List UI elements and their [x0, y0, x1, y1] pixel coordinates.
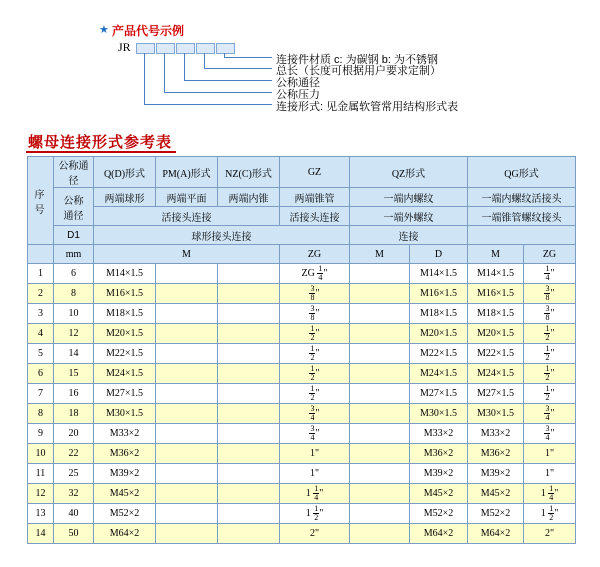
row-nz	[218, 424, 280, 444]
row-seq: 11	[28, 464, 54, 484]
table-row	[28, 304, 576, 324]
row-qz-d: M52×2	[410, 504, 468, 524]
table-row	[28, 324, 576, 344]
row-qg-zg: 1"	[524, 444, 576, 464]
product-code-legend	[0, 0, 600, 128]
row-gz: $\frac{3}{4}$ "	[280, 404, 350, 424]
header-unit-zg: ZG	[280, 245, 350, 264]
row-pm	[156, 364, 218, 384]
row-qz-d: M22×1.5	[410, 344, 468, 364]
header-dn: 公称通径	[54, 157, 94, 188]
leader-line-3-h	[184, 80, 272, 81]
row-gz: 1 $\frac{1}{2}$ "	[280, 504, 350, 524]
row-qg-m: M24×1.5	[468, 364, 524, 384]
row-gz: $\frac{1}{2}$ "	[280, 324, 350, 344]
row-qg-zg: $\frac{3}{8}$ "	[524, 284, 576, 304]
star-icon: ★	[99, 24, 109, 36]
row-qg-m: M30×1.5	[468, 404, 524, 424]
row-qz-d: M36×2	[410, 444, 468, 464]
header-row-2	[28, 188, 576, 207]
row-gz: 1"	[280, 464, 350, 484]
row-dn: 10	[54, 304, 94, 324]
row-qd: M39×2	[94, 464, 156, 484]
row-seq: 4	[28, 324, 54, 344]
row-nz	[218, 284, 280, 304]
row-qg-zg: $\frac{1}{4}$ "	[524, 264, 576, 284]
row-qz-d: M16×1.5	[410, 284, 468, 304]
leader-line-5-h	[224, 57, 272, 58]
row-seq: 8	[28, 404, 54, 424]
table-head	[28, 157, 576, 264]
header-pm: PM(A)形式	[156, 157, 218, 188]
row-qg-m: M27×1.5	[468, 384, 524, 404]
header-unit-mm: mm	[54, 245, 94, 264]
row-seq: 3	[28, 304, 54, 324]
leader-line-1-v	[144, 53, 145, 105]
row-dn: 25	[54, 464, 94, 484]
table-body	[28, 264, 576, 544]
row-dn: 8	[54, 284, 94, 304]
legend-label-length: 总长（长度可根据用户要求定制）	[276, 65, 441, 77]
header-gz-conn: 活接头连接	[280, 207, 350, 226]
row-qd: M18×1.5	[94, 304, 156, 324]
row-seq: 5	[28, 344, 54, 364]
leader-line-1-h	[144, 104, 272, 105]
header-dn-label: 公称 通径	[54, 188, 94, 226]
header-qg-sub: 一端内螺纹活接头	[468, 188, 576, 207]
row-nz	[218, 384, 280, 404]
row-nz	[218, 264, 280, 284]
row-gz: $\frac{3}{8}$ "	[280, 284, 350, 304]
row-gz: ZG $\frac{1}{4}$ "	[280, 264, 350, 284]
row-qg-zg: $\frac{1}{2}$ "	[524, 364, 576, 384]
legend-label-conn: 连接形式: 见金属软管常用结构形式表	[276, 101, 459, 113]
header-ball-conn: 球形接头连接	[94, 226, 350, 245]
row-qz-d: M14×1.5	[410, 264, 468, 284]
header-qz-conn: 一端外螺纹	[350, 207, 468, 226]
row-nz	[218, 524, 280, 544]
table-row	[28, 364, 576, 384]
table-row	[28, 344, 576, 364]
row-qd: M24×1.5	[94, 364, 156, 384]
header-unit-qg-zg: ZG	[524, 245, 576, 264]
row-qg-m: M18×1.5	[468, 304, 524, 324]
row-dn: 32	[54, 484, 94, 504]
row-nz	[218, 304, 280, 324]
header-unit-m: M	[94, 245, 280, 264]
row-dn: 16	[54, 384, 94, 404]
leader-line-3-v	[184, 53, 185, 81]
row-qd: M27×1.5	[94, 384, 156, 404]
header-qg-conn: 一端锥管螺纹接头	[468, 207, 576, 226]
legend-label-dn: 公称通径	[276, 77, 320, 89]
header-row-3	[28, 207, 576, 226]
leader-line-2-v	[164, 53, 165, 93]
header-qz-conn2: 连接	[350, 226, 468, 245]
row-pm	[156, 464, 218, 484]
row-qg-m: M20×1.5	[468, 324, 524, 344]
row-pm	[156, 444, 218, 464]
row-dn: 15	[54, 364, 94, 384]
legend-title: 产品代号示例	[112, 24, 185, 38]
legend-label-pn: 公称压力	[276, 89, 320, 101]
header-nz: NZ(C)形式	[218, 157, 280, 188]
row-qz-m	[350, 464, 410, 484]
header-qg: QG形式	[468, 157, 576, 188]
row-qz-m	[350, 384, 410, 404]
table-row	[28, 444, 576, 464]
nut-connection-table	[27, 156, 575, 544]
row-qz-d: M24×1.5	[410, 364, 468, 384]
row-nz	[218, 444, 280, 464]
row-gz: $\frac{1}{2}$ "	[280, 364, 350, 384]
leader-line-4-h	[204, 68, 272, 69]
row-qd: M64×2	[94, 524, 156, 544]
row-nz	[218, 504, 280, 524]
code-box-5	[216, 43, 235, 54]
row-qg-zg: 1 $\frac{1}{2}$ "	[524, 504, 576, 524]
row-qg-zg: $\frac{1}{2}$ "	[524, 324, 576, 344]
row-qg-m: M22×1.5	[468, 344, 524, 364]
row-pm	[156, 264, 218, 284]
row-qd: M14×1.5	[94, 264, 156, 284]
row-qg-zg: $\frac{3}{8}$ "	[524, 304, 576, 324]
header-row-1	[28, 157, 576, 188]
row-qg-m: M14×1.5	[468, 264, 524, 284]
row-qz-d: M45×2	[410, 484, 468, 504]
row-nz	[218, 324, 280, 344]
table-row	[28, 404, 576, 424]
row-gz: $\frac{3}{4}$ "	[280, 424, 350, 444]
row-qz-d: M18×1.5	[410, 304, 468, 324]
header-row-4	[28, 226, 576, 245]
row-dn: 40	[54, 504, 94, 524]
row-qz-d: M20×1.5	[410, 324, 468, 344]
header-qd-conn: 活接头连接	[94, 207, 280, 226]
row-gz: 1"	[280, 444, 350, 464]
table-row	[28, 524, 576, 544]
row-seq: 14	[28, 524, 54, 544]
row-dn: 14	[54, 344, 94, 364]
row-qz-m	[350, 444, 410, 464]
row-qg-zg: $\frac{3}{4}$ "	[524, 424, 576, 444]
page-title: 螺母连接形式参考表	[28, 134, 173, 151]
table-row	[28, 484, 576, 504]
header-qg-conn2	[468, 226, 576, 245]
row-qg-zg: 1"	[524, 464, 576, 484]
row-seq: 12	[28, 484, 54, 504]
row-qz-m	[350, 364, 410, 384]
row-seq: 6	[28, 364, 54, 384]
row-qd: M16×1.5	[94, 284, 156, 304]
row-gz: 2"	[280, 524, 350, 544]
header-d1: D1	[54, 226, 94, 245]
row-qz-m	[350, 344, 410, 364]
row-nz	[218, 484, 280, 504]
header-nz-sub: 两端内锥	[218, 188, 280, 207]
header-unit-qg-m: M	[468, 245, 524, 264]
row-seq: 2	[28, 284, 54, 304]
row-qd: M33×2	[94, 424, 156, 444]
header-qz-sub: 一端内螺纹	[350, 188, 468, 207]
row-seq: 7	[28, 384, 54, 404]
row-nz	[218, 364, 280, 384]
row-nz	[218, 404, 280, 424]
row-seq: 13	[28, 504, 54, 524]
row-qd: M36×2	[94, 444, 156, 464]
header-unit-qz-d: D	[410, 245, 468, 264]
row-qd: M20×1.5	[94, 324, 156, 344]
row-qg-zg: 2"	[524, 524, 576, 544]
header-unit-qz-m: M	[350, 245, 410, 264]
row-dn: 18	[54, 404, 94, 424]
row-qg-m: M33×2	[468, 424, 524, 444]
header-row-5	[28, 245, 576, 264]
row-qd: M45×2	[94, 484, 156, 504]
row-qg-zg: $\frac{3}{4}$ "	[524, 404, 576, 424]
row-qg-zg: $\frac{1}{2}$ "	[524, 344, 576, 364]
row-pm	[156, 324, 218, 344]
row-qz-m	[350, 304, 410, 324]
header-gz-sub: 两端锥管	[280, 188, 350, 207]
table-row	[28, 424, 576, 444]
header-gz: GZ	[280, 157, 350, 188]
row-seq: 9	[28, 424, 54, 444]
row-qg-m: M39×2	[468, 464, 524, 484]
header-qd: Q(D)形式	[94, 157, 156, 188]
row-pm	[156, 304, 218, 324]
row-qg-m: M64×2	[468, 524, 524, 544]
leader-line-2-h	[164, 92, 272, 93]
row-qz-d: M30×1.5	[410, 404, 468, 424]
row-qz-m	[350, 284, 410, 304]
row-pm	[156, 384, 218, 404]
row-seq: 10	[28, 444, 54, 464]
row-gz: $\frac{3}{8}$ "	[280, 304, 350, 324]
row-qg-zg: $\frac{1}{2}$ "	[524, 384, 576, 404]
row-gz: 1 $\frac{1}{4}$ "	[280, 484, 350, 504]
row-qg-zg: 1 $\frac{1}{4}$ "	[524, 484, 576, 504]
row-nz	[218, 344, 280, 364]
row-qz-m	[350, 404, 410, 424]
row-dn: 6	[54, 264, 94, 284]
code-box-1	[136, 43, 155, 54]
row-qg-m: M45×2	[468, 484, 524, 504]
table-row	[28, 264, 576, 284]
row-pm	[156, 404, 218, 424]
row-dn: 20	[54, 424, 94, 444]
row-gz: $\frac{1}{2}$ "	[280, 344, 350, 364]
row-qd: M22×1.5	[94, 344, 156, 364]
leader-line-4-v	[204, 53, 205, 69]
row-qg-m: M36×2	[468, 444, 524, 464]
row-qz-m	[350, 524, 410, 544]
row-pm	[156, 524, 218, 544]
header-qd-sub: 两端球形	[94, 188, 156, 207]
table-row	[28, 464, 576, 484]
row-qd: M30×1.5	[94, 404, 156, 424]
row-qg-m: M16×1.5	[468, 284, 524, 304]
table-row	[28, 384, 576, 404]
row-qz-m	[350, 484, 410, 504]
row-qz-m	[350, 504, 410, 524]
row-qg-m: M52×2	[468, 504, 524, 524]
table-row	[28, 504, 576, 524]
row-nz	[218, 464, 280, 484]
legend-prefix: JR	[118, 40, 131, 54]
code-box-4	[196, 43, 215, 54]
legend-label-material: 连接件材质 c: 为碳钢 b: 为不锈钢	[276, 54, 438, 66]
row-qz-d: M33×2	[410, 424, 468, 444]
row-qz-m	[350, 264, 410, 284]
row-qz-m	[350, 424, 410, 444]
row-dn: 12	[54, 324, 94, 344]
row-qz-d: M27×1.5	[410, 384, 468, 404]
code-box-3	[176, 43, 195, 54]
row-gz: $\frac{1}{2}$ "	[280, 384, 350, 404]
row-pm	[156, 344, 218, 364]
row-pm	[156, 424, 218, 444]
row-qz-d: M39×2	[410, 464, 468, 484]
row-qd: M52×2	[94, 504, 156, 524]
table-row	[28, 284, 576, 304]
header-unit-seq	[28, 245, 54, 264]
row-dn: 22	[54, 444, 94, 464]
row-pm	[156, 504, 218, 524]
header-qz: QZ形式	[350, 157, 468, 188]
row-qz-m	[350, 324, 410, 344]
row-qz-d: M64×2	[410, 524, 468, 544]
header-pm-sub: 两端平面	[156, 188, 218, 207]
title-underline	[26, 151, 176, 153]
header-seq: 序 号	[28, 157, 54, 245]
table	[27, 156, 576, 544]
row-seq: 1	[28, 264, 54, 284]
row-dn: 50	[54, 524, 94, 544]
row-pm	[156, 484, 218, 504]
row-pm	[156, 284, 218, 304]
code-box-2	[156, 43, 175, 54]
